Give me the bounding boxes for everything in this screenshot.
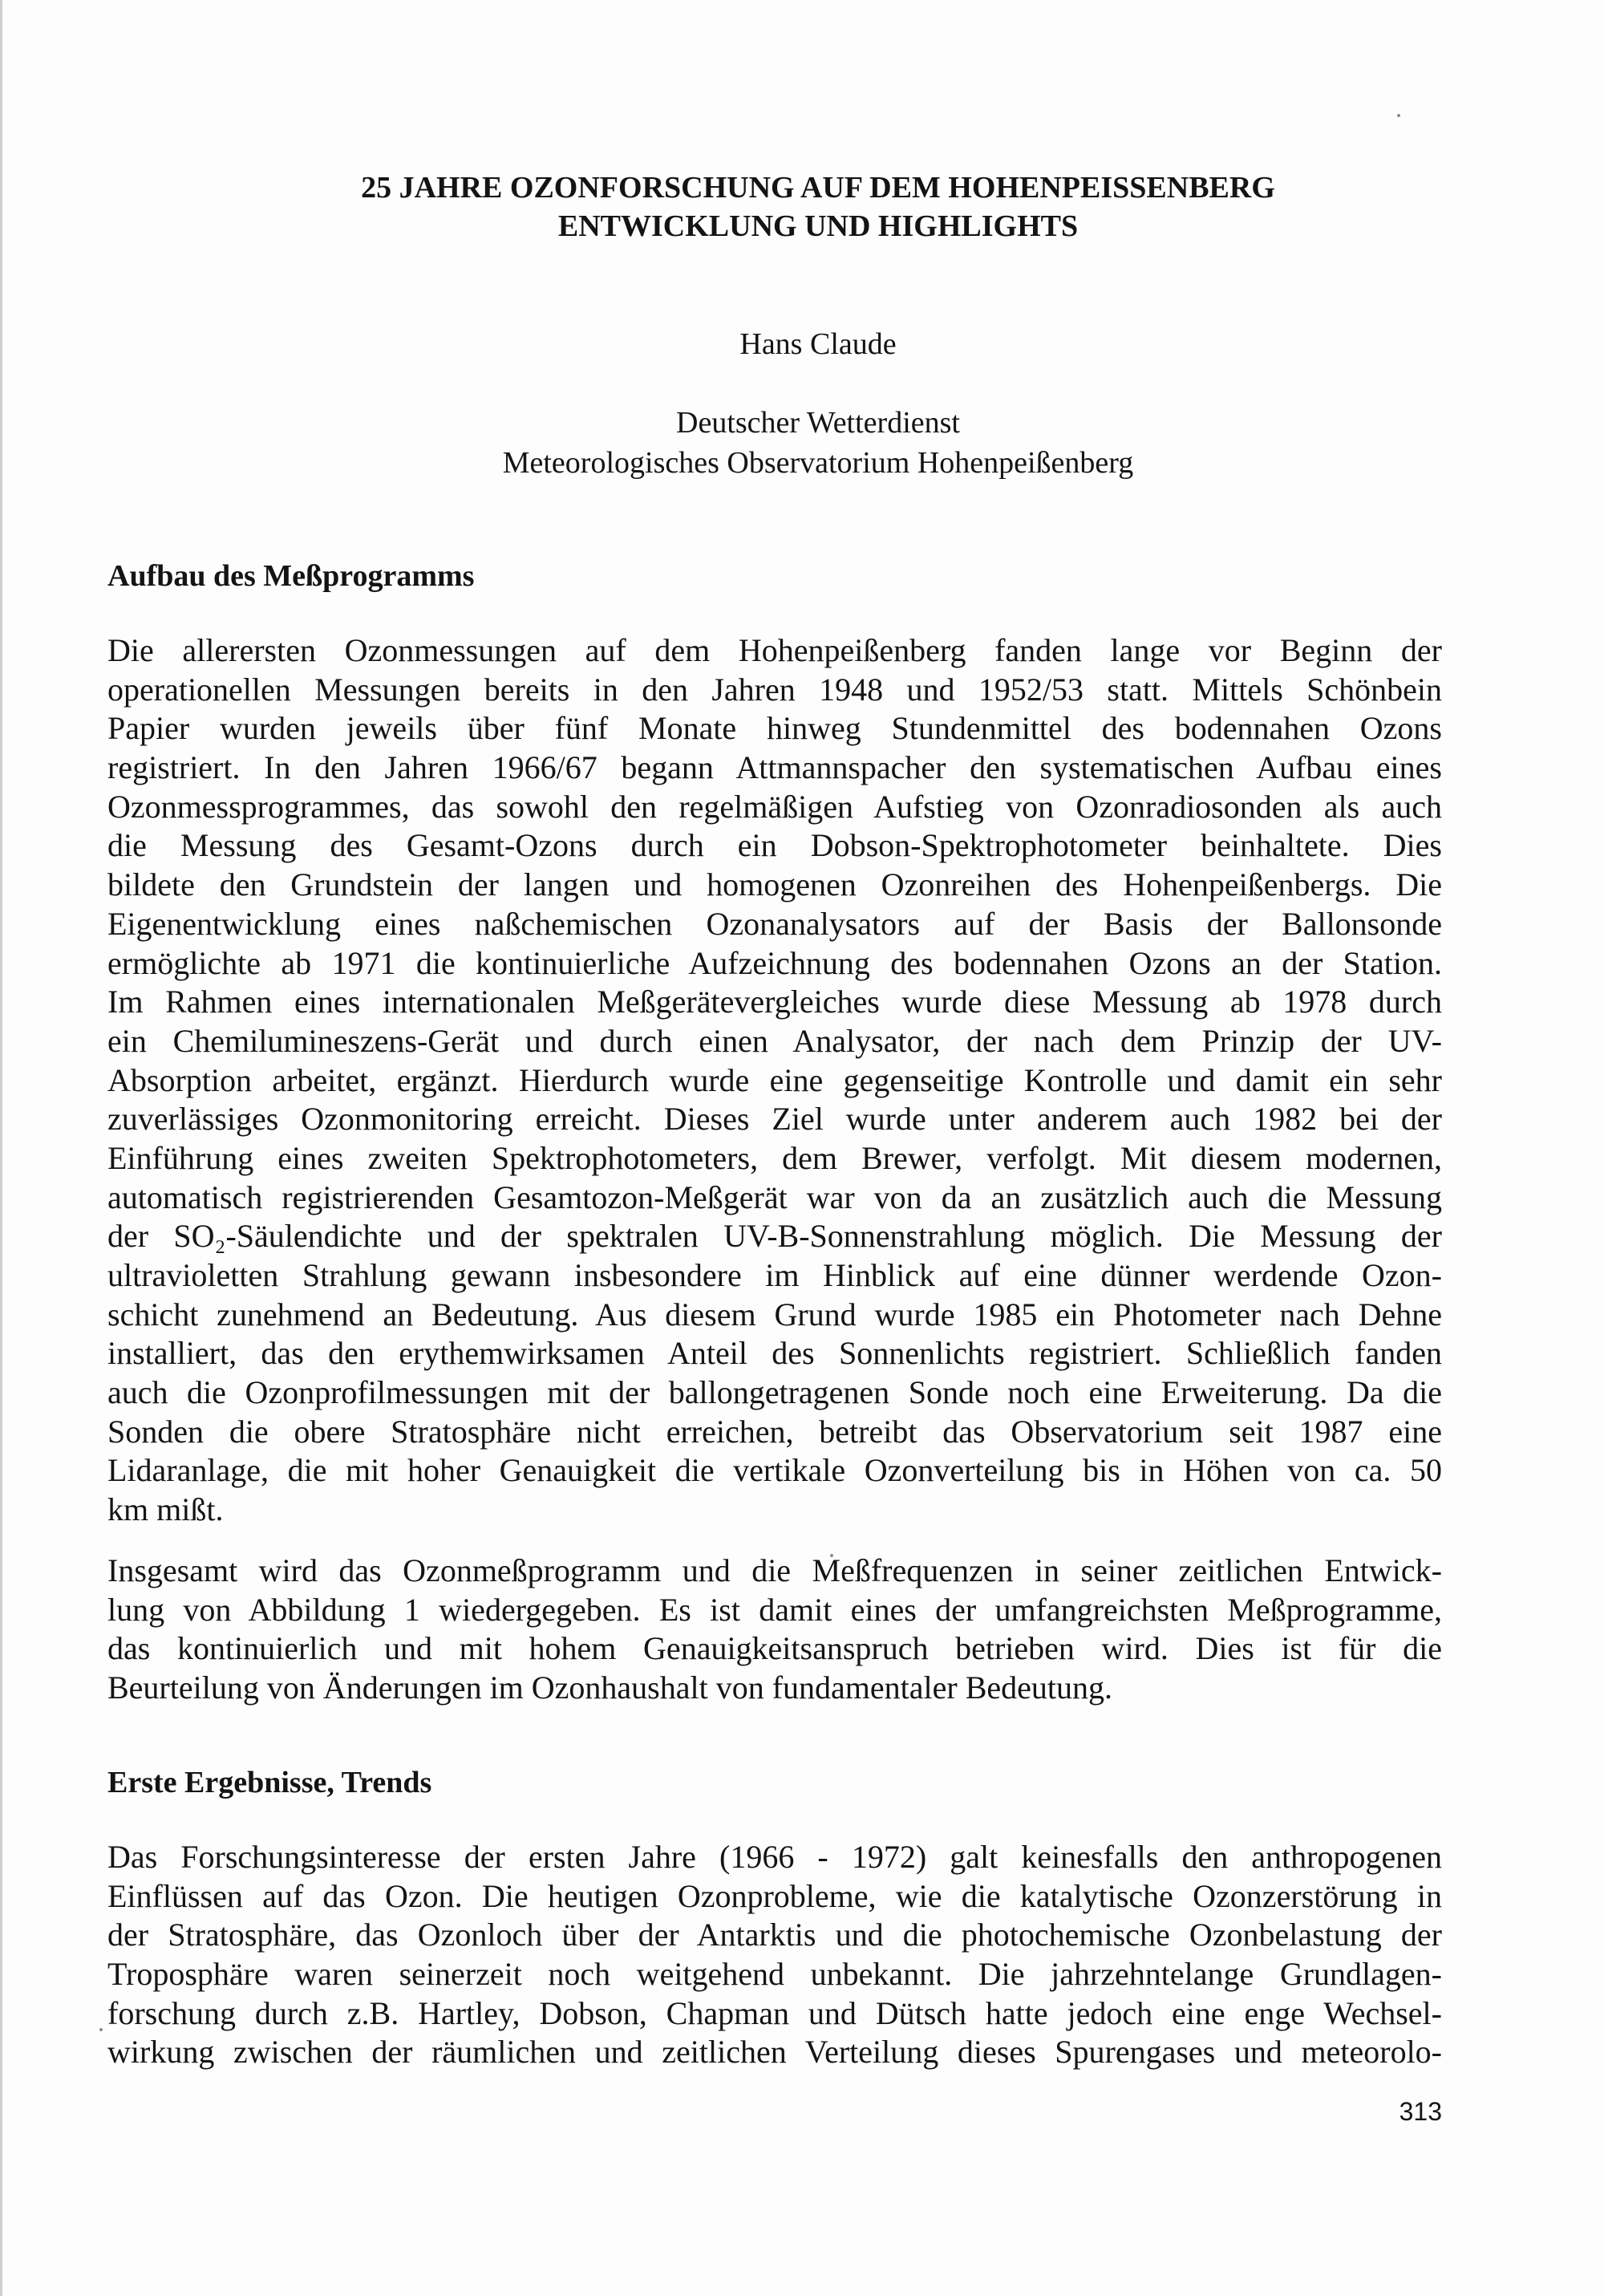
text-line: ermöglichte ab 1971 die kontinuierliche Aufzeichnung des bodennahen Ozons an der Station.	[107, 944, 1442, 981]
text-line: Das Forschungsinteresse der ersten Jahre (1966 - 1972) galt keinesfalls den anthropogenen	[107, 1839, 1442, 1875]
affiliation-line: Meteorologisches Observatorium Hohenpeißenberg	[502, 446, 1134, 480]
text-line: Sonden die obere Stratosphäre nicht erreichen, betreibt das Observatorium seit 1987 eine	[107, 1413, 1442, 1450]
text-line: schicht zunehmend an Bedeutung. Aus diesem Grund wurde 1985 ein Photometer nach Dehne	[107, 1296, 1442, 1333]
text-line: zuverlässiges Ozonmonitoring erreicht. Dieses Ziel wurde unter anderem auch 1982 bei der	[107, 1101, 1442, 1138]
text-line: ein Chemilumineszens-Gerät und durch einen Analysator, der nach dem Prinzip der UV-	[107, 1022, 1442, 1059]
text-line: km mißt.	[107, 1491, 224, 1528]
body-paragraph	[107, 631, 1442, 1530]
text-line: Beurteilung von Änderungen im Ozonhaushalt von fundamentaler Bedeutung.	[107, 1669, 1113, 1706]
text-line: Einflüssen auf das Ozon. Die heutigen Ozonprobleme, wie die katalytische Ozonzerstörung in	[107, 1877, 1442, 1914]
text-line: ultravioletten Strahlung gewann insbesondere im Hinblick auf eine dünner werdende Ozon-	[107, 1257, 1442, 1293]
text-line: das kontinuierlich und mit hohem Genauigkeitsanspruch betrieben wird. Dies ist für die	[107, 1630, 1442, 1667]
scan-edge-line	[0, 0, 2, 2296]
text-line: forschung durch z.B. Hartley, Dobson, Chapman und Dütsch hatte jedoch eine enge Wechsel-	[107, 1994, 1442, 2031]
scan-speck	[99, 2028, 103, 2031]
author-affiliation	[144, 403, 1492, 483]
text-line: Troposphäre waren seinerzeit noch weitgehend unbekannt. Die jahrzehntelange Grundlagen-	[107, 1956, 1442, 1993]
text-line: Papier wurden jeweils über fünf Monate hinweg Stundenmittel des bodennahen Ozons	[107, 710, 1442, 747]
document-title	[144, 168, 1492, 245]
body-paragraph	[107, 1552, 1442, 1708]
scan-speck	[1397, 114, 1400, 117]
text-line: bildete den Grundstein der langen und homogenen Ozonreihen des Hohenpeißenbergs. Die	[107, 866, 1442, 903]
text-line: die Messung des Gesamt-Ozons durch ein Dobson-Spektrophotometer beinhaltete. Dies	[107, 827, 1442, 864]
text-line: wirkung zwischen der räumlichen und zeitlichen Verteilung dieses Spurengases und meteorolo-	[107, 2034, 1442, 2071]
text-line: Im Rahmen eines internationalen Meßgerätevergleiches wurde diese Messung ab 1978 durch	[107, 984, 1442, 1020]
text-line: der SO₂-Säulendichte und der spektralen UV-B-Sonnenstrahlung möglich. Die Messung der	[107, 1218, 1442, 1255]
text-line: Einführung eines zweiten Spektrophotometers, dem Brewer, verfolgt. Mit diesem modernen,	[107, 1139, 1442, 1176]
text-line: Absorption arbeitet, ergänzt. Hierdurch wurde eine gegenseitige Kontrolle und damit ein sehr	[107, 1061, 1442, 1098]
text-line: Eigenentwicklung eines naßchemischen Ozonanalysators auf der Basis der Ballonsonde	[107, 905, 1442, 942]
text-line: Lidaranlage, die mit hoher Genauigkeit die vertikale Ozonverteilung bis in Höhen von ca. 50	[107, 1452, 1442, 1489]
text-line: operationellen Messungen bereits in den Jahren 1948 und 1952/53 statt. Mittels Schönbein	[107, 671, 1442, 708]
affiliation-line: Deutscher Wetterdienst	[676, 406, 960, 440]
text-line: Die allerersten Ozonmessungen auf dem Hohenpeißenberg fanden lange vor Beginn der	[107, 632, 1442, 668]
title-line: 25 JAHRE OZONFORSCHUNG AUF DEM HOHENPEISSENBERG	[361, 171, 1275, 205]
text-line: lung von Abbildung 1 wiedergegeben. Es ist damit eines der umfangreichsten Meßprogramme,	[107, 1591, 1442, 1628]
section-heading: Erste Ergebnisse, Trends	[107, 1766, 432, 1799]
section-heading: Aufbau des Meßprogramms	[107, 559, 475, 593]
page-number: 313	[1399, 2097, 1442, 2126]
text-line: Ozonmessprogrammes, das sowohl den regelmäßigen Aufstieg von Ozonradiosonden als auch	[107, 788, 1442, 825]
text-line: installiert, das den erythemwirksamen Anteil des Sonnenlichts registriert. Schließlich fanden	[107, 1335, 1442, 1372]
text-line: der Stratosphäre, das Ozonloch über der Antarktis und die photochemische Ozonbelastung der	[107, 1917, 1442, 1953]
title-line: ENTWICKLUNG UND HIGHLIGHTS	[557, 209, 1079, 243]
text-line: automatisch registrierenden Gesamtozon-Meßgerät war von da an zusätzlich auch die Messung	[107, 1178, 1442, 1215]
text-line: registriert. In den Jahren 1966/67 begann Attmannspacher den systematischen Aufbau eines	[107, 749, 1442, 786]
text-line: auch die Ozonprofilmessungen mit der ballongetragenen Sonde noch eine Erweiterung. Da die	[107, 1374, 1442, 1411]
body-paragraph	[107, 1838, 1442, 2072]
author-name: Hans Claude	[739, 327, 897, 361]
text-line: Insgesamt wird das Ozonmeßprogramm und die Meßfrequenzen in seiner zeitlichen Entwick-	[107, 1552, 1442, 1588]
